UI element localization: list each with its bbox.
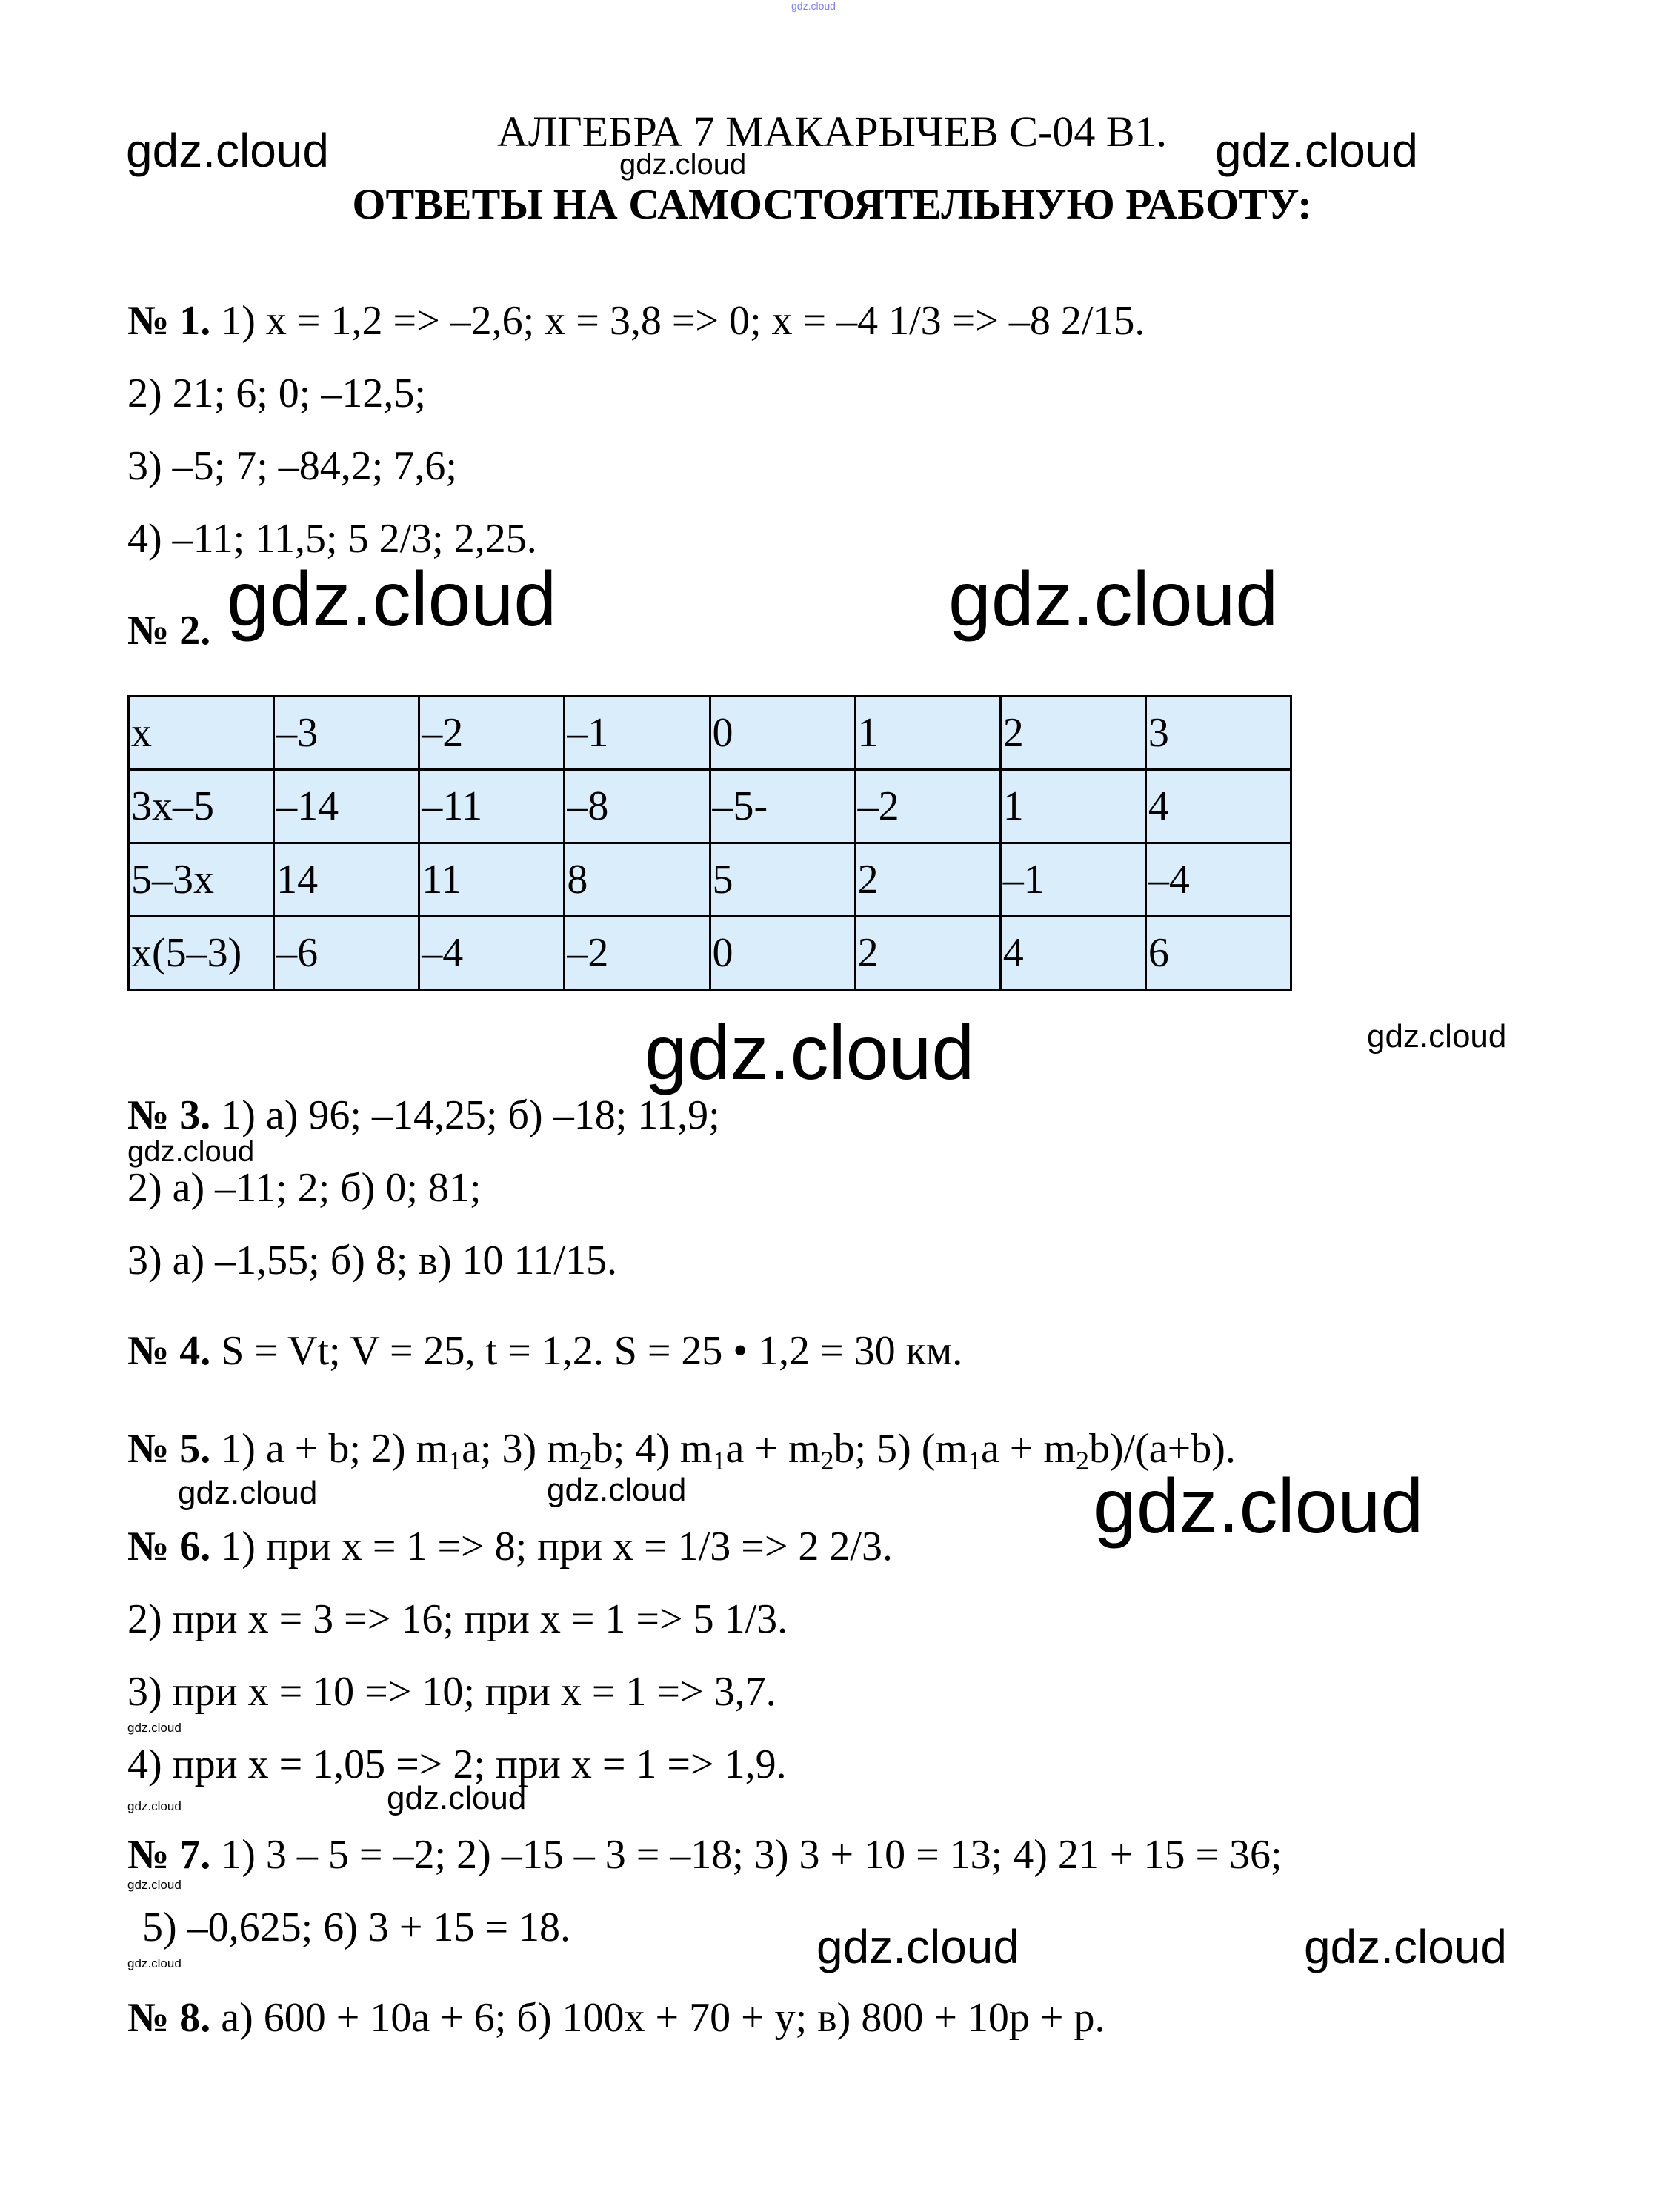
task-6-line-2: 2) при x = 3 => 16; при x = 1 => 5 1/3. (127, 1596, 788, 1642)
table-cell: –1 (1000, 843, 1145, 917)
watermark: gdz.cloud (816, 1920, 1019, 1973)
table-cell: –4 (419, 917, 565, 990)
task-5-text: a; 3) m (462, 1426, 579, 1472)
table-cell: –1 (565, 697, 710, 770)
watermark: gdz.cloud (1215, 124, 1418, 177)
task-4-answer-1: S = Vt; V = 25, t = 1,2. S = 25 • 1,2 = 30 км. (221, 1328, 963, 1374)
task-3-line-1 (127, 1089, 720, 1141)
watermark: gdz.cloud (1367, 1018, 1507, 1054)
task-5-text: b)/(a+b). (1088, 1426, 1236, 1472)
task-3-line-3: 3) а) –1,55; б) 8; в) 10 11/15. (127, 1238, 617, 1283)
task-3-answer-1: 1) а) 96; –14,25; б) –18; 11,9; (221, 1092, 720, 1138)
task-8-line-1 (127, 1992, 1105, 2044)
page-title: АЛГЕБРА 7 МАКАРЫЧЕВ С-04 В1. (496, 107, 1168, 156)
task-number: № 6. (127, 1524, 211, 1570)
row-header-cell: 5–3x (129, 843, 274, 917)
row-header-cell: 3x–5 (129, 770, 274, 843)
value-table (127, 695, 1292, 991)
table-cell: –8 (565, 770, 710, 843)
watermark: gdz.cloud (387, 1780, 527, 1816)
table-cell: 0 (710, 917, 855, 990)
watermark: gdz.cloud (619, 148, 747, 181)
table-cell: –2 (565, 917, 710, 990)
table-cell: 2 (855, 843, 1000, 917)
table-cell: 0 (710, 697, 855, 770)
table-row (129, 770, 1291, 843)
task-1-answer-1: 1) x = 1,2 => –2,6; x = 3,8 => 0; x = –4 1/3 => –8 2/15. (221, 298, 1145, 344)
task-6-line-3: 3) при x = 10 => 10; при x = 1 => 3,7. (127, 1669, 776, 1715)
task-number: № 7. (127, 1832, 211, 1878)
task-5-text: b; 5) (m (833, 1426, 968, 1472)
row-header-cell: x(5–3) (129, 917, 274, 990)
page-subtitle: ОТВЕТЫ НА САМОСТОЯТЕЛЬНУЮ РАБОТУ: (352, 180, 1312, 228)
task-7-line-1 (127, 1829, 1282, 1881)
watermark: gdz.cloud (127, 1956, 182, 1970)
task-1-line-3: 3) –5; 7; –84,2; 7,6; (127, 443, 457, 489)
watermark: gdz.cloud (127, 1135, 255, 1168)
table-cell: –2 (855, 770, 1000, 843)
table-cell: 1 (1000, 770, 1145, 843)
task-1-line-1 (127, 295, 1145, 347)
task-7-line-2: 5) –0,625; 6) 3 + 15 = 18. (142, 1904, 571, 1950)
table-row (129, 843, 1291, 917)
table-cell: –5- (710, 770, 855, 843)
table-cell: –14 (274, 770, 419, 843)
row-header-cell: x (129, 697, 274, 770)
task-5-text: 1) a + b; 2) m (221, 1426, 449, 1472)
table-cell: 14 (274, 843, 419, 917)
task-8-answer-1: а) 600 + 10a + 6; б) 100x + 70 + y; в) 800 + 10p + p. (221, 1995, 1105, 2041)
subscript: 2 (820, 1446, 834, 1475)
table-cell: 4 (1000, 917, 1145, 990)
table-cell: 2 (1000, 697, 1145, 770)
watermark: gdz.cloud (1304, 1920, 1507, 1973)
watermark: gdz.cloud (948, 557, 1279, 642)
subscript: 1 (448, 1446, 462, 1475)
task-number: № 3. (127, 1092, 211, 1138)
task-6-line-1 (127, 1521, 893, 1572)
task-number: № 4. (127, 1328, 211, 1374)
subscript: 1 (967, 1446, 981, 1475)
task-number: № 8. (127, 1995, 211, 2041)
task-number: № 5. (127, 1426, 211, 1472)
watermark: gdz.cloud (127, 1721, 182, 1735)
table-row (129, 697, 1291, 770)
task-number: № 1. (127, 298, 211, 344)
subscript: 1 (712, 1446, 726, 1475)
table-cell: 6 (1145, 917, 1291, 990)
watermark-top: gdz.cloud (791, 0, 836, 12)
task-5-text: b; 4) m (592, 1426, 713, 1472)
table-cell: –11 (419, 770, 565, 843)
task-1-line-2: 2) 21; 6; 0; –12,5; (127, 371, 426, 416)
table-cell: 2 (855, 917, 1000, 990)
table-cell: 8 (565, 843, 710, 917)
task-3-line-2: 2) а) –11; 2; б) 0; 81; (127, 1165, 482, 1211)
task-6-answer-1: 1) при x = 1 => 8; при x = 1/3 => 2 2/3. (221, 1524, 893, 1570)
subscript: 2 (1075, 1446, 1089, 1475)
task-6-line-4: 4) при x = 1,05 => 2; при x = 1 => 1,9. (127, 1741, 787, 1787)
watermark: gdz.cloud (127, 1799, 182, 1813)
watermark: gdz.cloud (127, 1878, 182, 1892)
table-cell: 3 (1145, 697, 1291, 770)
task-7-answer-1: 1) 3 – 5 = –2; 2) –15 – 3 = –18; 3) 3 + 10 = 13; 4) 21 + 15 = 36; (221, 1832, 1282, 1878)
watermark: gdz.cloud (178, 1475, 318, 1511)
watermark: gdz.cloud (1094, 1464, 1424, 1550)
watermark: gdz.cloud (547, 1472, 687, 1508)
task-number: № 2. (127, 608, 211, 654)
task-1-line-4: 4) –11; 11,5; 5 2/3; 2,25. (127, 516, 537, 562)
watermark: gdz.cloud (126, 124, 329, 177)
table-cell: –6 (274, 917, 419, 990)
table-cell: 4 (1145, 770, 1291, 843)
table-cell: –3 (274, 697, 419, 770)
table-cell: –2 (419, 697, 565, 770)
task-5-text: a + m (980, 1426, 1076, 1472)
task-5-line-1 (127, 1423, 1236, 1475)
table-row (129, 917, 1291, 990)
subscript: 2 (579, 1446, 593, 1475)
task-5-text: a + m (725, 1426, 821, 1472)
table-cell: 5 (710, 843, 855, 917)
table-cell: –4 (1145, 843, 1291, 917)
watermark: gdz.cloud (645, 1010, 975, 1096)
task-4-line-1 (127, 1325, 962, 1377)
table-cell: 1 (855, 697, 1000, 770)
table-cell: 11 (419, 843, 565, 917)
watermark: gdz.cloud (227, 557, 557, 642)
